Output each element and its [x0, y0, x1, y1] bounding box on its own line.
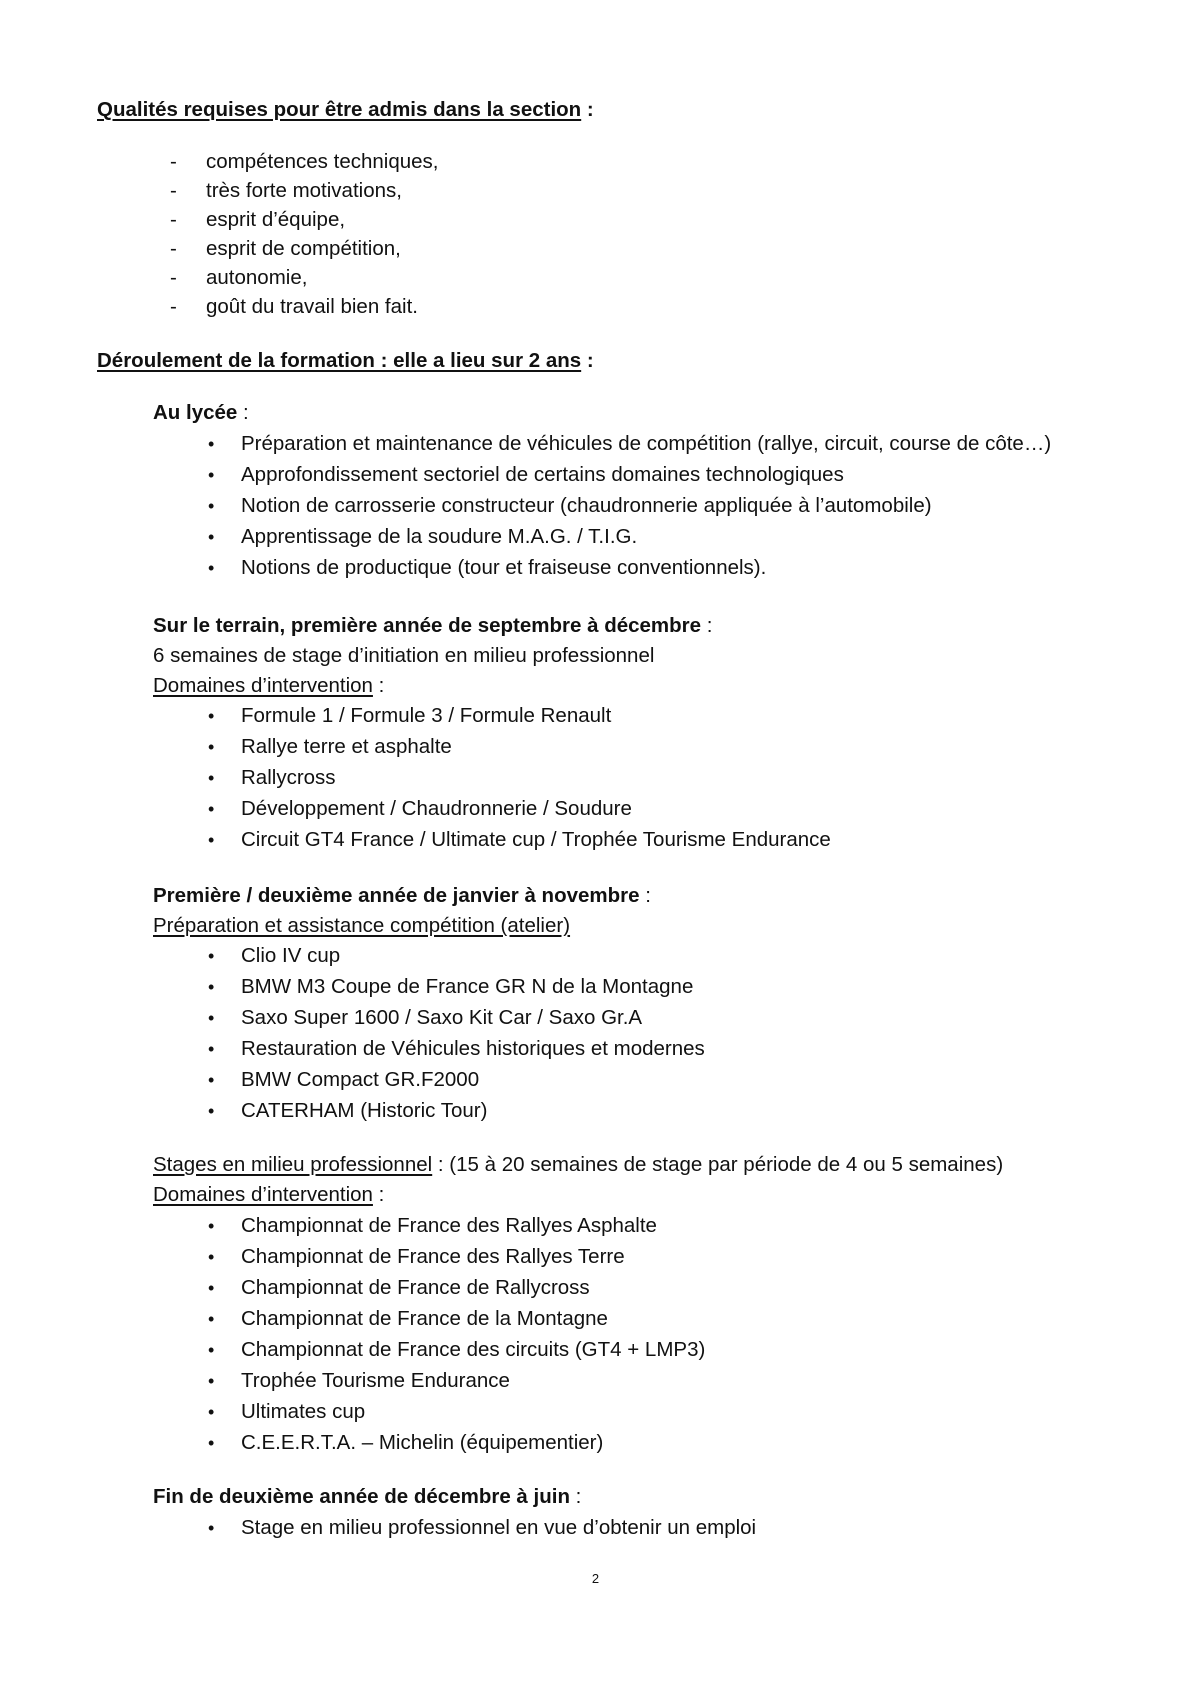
subheading-sur-le-terrain: Sur le terrain, première année de septembre à décembre :: [153, 614, 713, 637]
bullet-marker: •: [208, 465, 215, 485]
heading-text: Qualités requises pour être admis dans la section: [97, 98, 582, 121]
bullet-marker: •: [208, 1402, 215, 1422]
document-page: Qualités requises pour être admis dans la section : - compétences techniques, - très forte motivations, - esprit d’équipe, - esprit de compétition, - autonomie, - goût du travail bien fait. Déroulement de la formation : elle a lieu sur 2 ans : Au lycée : • Préparation et maintenance de véhicules de compétition (rallye, circuit, course de côte…) • Approfondissement sectoriel de certains domaines technologiques • Notion de carrosserie constructeur (chaudronnerie appliquée à l’automobile) • Apprentissage de la soudure M.A.G. / T.I.G. • Notions de productique (tour et fraiseuse conventionnels). Sur le terrain, première année de septembre à décembre : 6 semaines de stage d’initiation en milieu professionnel Domaines d’intervention : • Formule 1 / Formule 3 / Formule Renault • Rallye terre et asphalte • Rallycross • Développement / Chaudronnerie / Soudure • Circuit GT4 France / Ultimate cup / Trophée Tourisme Endurance Première / deuxième année de janvier à novembre : Préparation et assistance compétition (atelier) • Clio IV cup • BMW M3 Coupe de France GR N de la Montagne • Saxo Super 1600 / Saxo Kit Car / Saxo Gr.A • Restauration de Véhicules historiques et modernes • BMW Compact GR.F2000 • CATERHAM (Historic Tour) Stages en milieu professionnel : (15 à 20 semaines de stage par période de 4 ou 5 semaines) Domaines d’intervention : • Championnat de France des Rallyes Asphalte • Championnat de France des Rallyes Terre • Championnat de France de Rallycross • Championnat de France de la Montagne • Championnat de France des circuits (GT4 + LMP3) • Trophée Tourisme Endurance • Ultimates cup • C.E.E.R.T.A. – Michelin (équipementier) Fin de deuxième année de décembre à juin : • Stage en milieu professionnel en vue d’obtenir un emploi 2: [0, 0, 1191, 1684]
dash-marker: -: [170, 150, 177, 173]
bullet-marker: •: [208, 496, 215, 516]
bullet-marker: •: [208, 434, 215, 454]
bullet-marker: •: [208, 706, 215, 726]
bullet-marker: •: [208, 1247, 215, 1267]
stages-line: Stages en milieu professionnel : (15 à 20 semaines de stage par période de 4 ou 5 semaines): [153, 1153, 1004, 1176]
bullet-marker: •: [208, 1008, 215, 1028]
bullet-marker: •: [208, 1518, 215, 1538]
bullet-marker: •: [208, 1216, 215, 1236]
bullet-marker: •: [208, 830, 215, 850]
bullet-marker: •: [208, 1309, 215, 1329]
dash-marker: -: [170, 208, 177, 231]
bullet-marker: •: [208, 527, 215, 547]
bullet-marker: •: [208, 799, 215, 819]
subheading-au-lycee: Au lycée :: [153, 401, 249, 424]
section-heading-deroulement: [97, 349, 594, 373]
bullet-marker: •: [208, 737, 215, 757]
bullet-marker: •: [208, 558, 215, 578]
heading-suffix: :: [581, 349, 594, 372]
dash-marker: -: [170, 237, 177, 260]
bullet-marker: •: [208, 1039, 215, 1059]
bullet-marker: •: [208, 1340, 215, 1360]
bullet-marker: •: [208, 1433, 215, 1453]
subheading-fin-deuxieme: Fin de deuxième année de décembre à juin :: [153, 1485, 582, 1508]
bullet-marker: •: [208, 1101, 215, 1121]
atelier-label: Préparation et assistance compétition (atelier): [153, 914, 571, 937]
domains-label: Domaines d’intervention :: [153, 674, 385, 697]
bullet-marker: •: [208, 977, 215, 997]
bullet-marker: •: [208, 768, 215, 788]
heading-suffix: :: [581, 98, 594, 121]
dash-marker: -: [170, 295, 177, 318]
section-heading-qualites: [97, 98, 594, 122]
dash-marker: -: [170, 266, 177, 289]
heading-text: Déroulement de la formation : elle a lieu sur 2 ans: [97, 349, 582, 372]
subheading-premiere-deuxieme: Première / deuxième année de janvier à novembre :: [153, 884, 651, 907]
bullet-marker: •: [208, 1371, 215, 1391]
domains-label: Domaines d’intervention :: [153, 1183, 385, 1206]
bullet-marker: •: [208, 946, 215, 966]
bullet-marker: •: [208, 1070, 215, 1090]
dash-marker: -: [170, 179, 177, 202]
page-number: 2: [591, 1571, 600, 1586]
bullet-marker: •: [208, 1278, 215, 1298]
terrain-subtitle: 6 semaines de stage d’initiation en milieu professionnel: [153, 644, 655, 667]
